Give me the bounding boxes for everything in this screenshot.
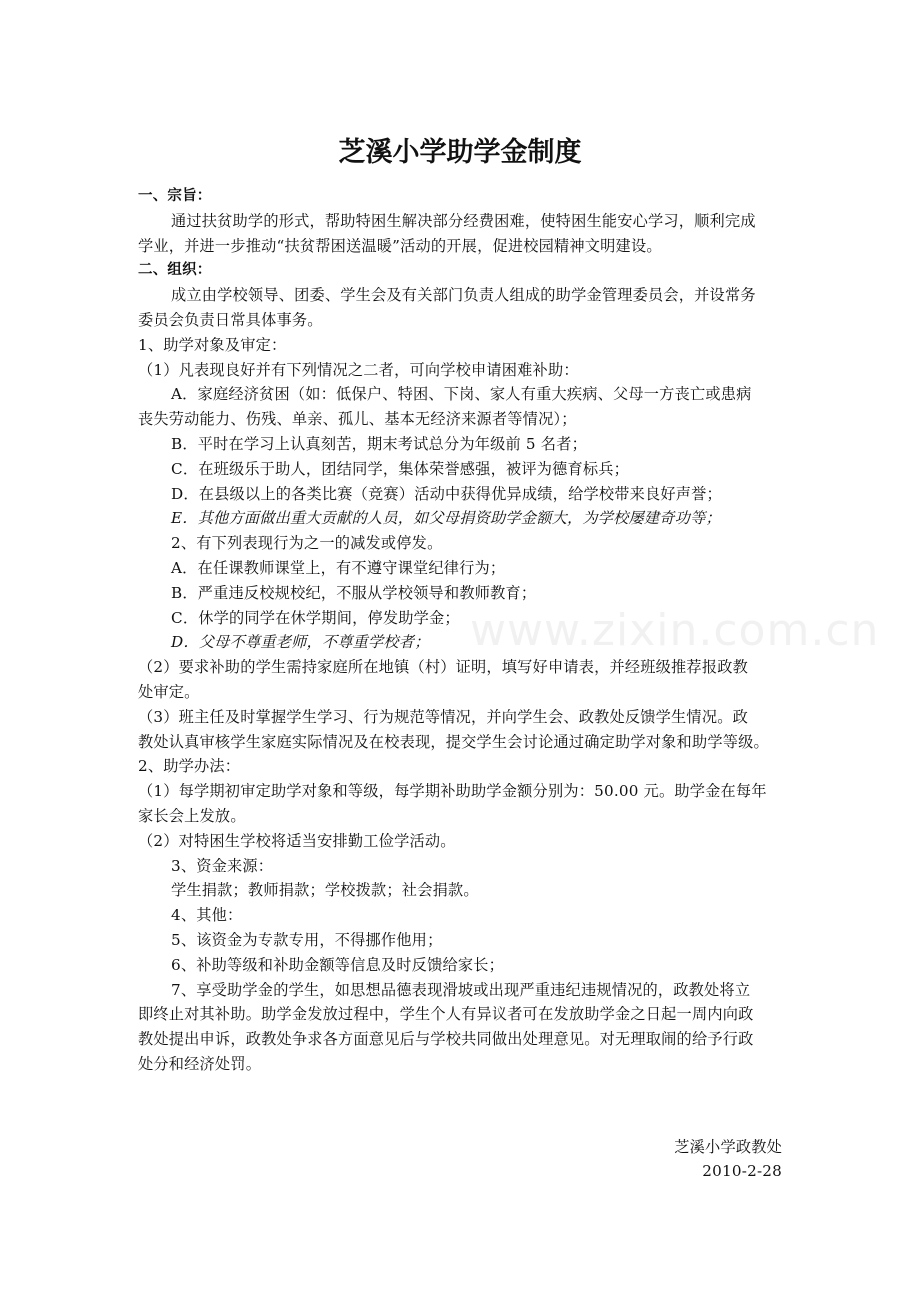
- text-line: 6、补助等级和补助金额等信息及时反馈给家长；: [171, 955, 505, 974]
- text-line: 教处提出申诉，政教处争求各方面意见后与学校共同做出处理意见。对无理取闹的给予行政: [138, 1030, 754, 1049]
- text-line: 一、宗旨：: [138, 188, 212, 204]
- text-line: 1、助学对象及审定：: [138, 335, 287, 354]
- text-line: D．在县级以上的各类比赛（竞赛）活动中获得优异成绩，给学校带来良好声誉；: [171, 484, 722, 503]
- text-line: C．在班级乐于助人，团结同学，集体荣誉感强，被评为德育标兵；: [171, 459, 630, 478]
- text-line: C．休学的同学在休学期间，停发助学金；: [171, 608, 460, 627]
- text-line: 成立由学校领导、团委、学生会及有关部门负责人组成的助学金管理委员会，并设常务: [171, 286, 756, 305]
- text-line: 委员会负责日常具体事务。: [138, 310, 323, 329]
- text-line: E．其他方面做出重大贡献的人员，如父母捐资助学金额大，为学校屡建奇功等；: [171, 509, 721, 528]
- text-line: A．在任课教师课堂上，有不遵守课堂纪律行为；: [171, 558, 506, 577]
- document-title: 芝溪小学助学金制度: [338, 137, 582, 168]
- text-line: D．父母不尊重老师，不尊重学校者；: [171, 633, 430, 652]
- text-line: 2、有下列表现行为之一的减发或停发。: [171, 534, 443, 553]
- watermark: www.zixin.com.cn: [470, 605, 880, 656]
- paragraph-lines: [138, 184, 792, 1077]
- text-line: 学生捐款；教师捐款；学校拨款；社会捐款。: [171, 881, 479, 900]
- text-line: 丧失劳动能力、伤残、单亲、孤儿、基本无经济来源者等情况）；: [138, 410, 577, 429]
- document-body: [138, 184, 792, 1184]
- signature-date: 2010-2-28: [702, 1162, 782, 1181]
- text-line: （1）凡表现良好并有下列情况之二者，可向学校申请困难补助：: [138, 360, 579, 379]
- text-line: （1）每学期初审定助学对象和等级，每学期补助助学金额分别为：50.00 元。助学金在每年: [138, 782, 767, 801]
- text-line: 通过扶贫助学的形式，帮助特困生解决部分经费困难，使特困生能安心学习，顺利完成: [171, 211, 756, 230]
- text-line: 教处认真审核学生家庭实际情况及在校表现，提交学生会讨论通过确定助学对象和助学等级。: [138, 732, 769, 751]
- text-line: （3）班主任及时掌握学生学习、行为规范等情况，并向学生会、政教处反馈学生情况。政: [138, 707, 748, 726]
- text-line: 7、享受助学金的学生，如思想品德表现滑坡或出现严重违纪违规情况的，政教处将立: [171, 980, 751, 999]
- text-line: 处分和经济处罚。: [138, 1054, 262, 1073]
- text-line: B．严重违反校规校纪，不服从学校领导和教师教育；: [171, 583, 537, 602]
- text-line: A．家庭经济贫困（如：低保户、特困、下岗、家人有重大疾病、父母一方丧亡或患病: [171, 385, 752, 404]
- text-line: 4、其他：: [171, 906, 243, 925]
- text-line: 2、助学办法：: [138, 757, 241, 776]
- text-line: （2）对特困生学校将适当安排勤工俭学活动。: [138, 831, 456, 850]
- text-line: 处审定。: [138, 682, 200, 701]
- text-line: （2）要求补助的学生需持家庭所在地镇（村）证明，填写好申请表，并经班级推荐报政教: [138, 658, 748, 677]
- text-line: 家长会上发放。: [138, 806, 246, 825]
- text-line: B．平时在学习上认真刻苦，期末考试总分为年级前 5 名者；: [171, 434, 587, 453]
- signature-org: 芝溪小学政教处: [674, 1137, 782, 1156]
- text-line: 即终止对其补助。助学金发放过程中，学生个人有异议者可在发放助学金之日起一周内向政: [138, 1005, 754, 1024]
- text-line: 学业，并进一步推动“扶贫帮困送温暖”活动的开展，促进校园精神文明建设。: [138, 236, 662, 255]
- signature-block: [138, 1135, 792, 1185]
- text-line: 二、组织：: [138, 262, 212, 279]
- text-line: 5、该资金为专款专用，不得挪作他用；: [171, 930, 443, 949]
- text-line: 3、资金来源：: [171, 856, 274, 875]
